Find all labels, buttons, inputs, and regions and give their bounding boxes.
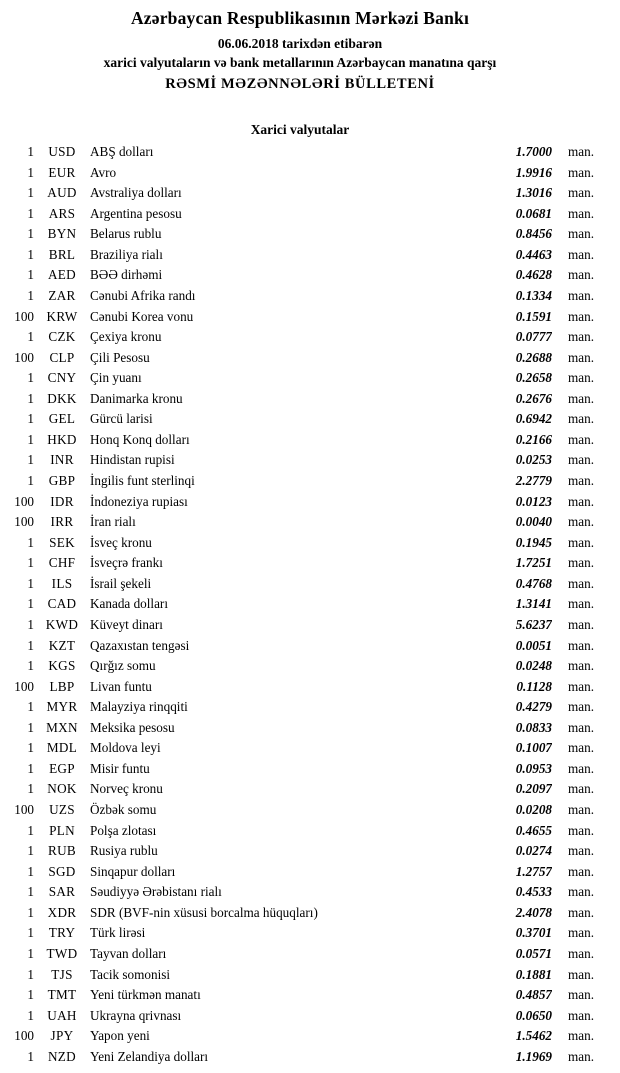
currency-quantity: 1 (27, 431, 34, 447)
currency-name: Sinqapur dolları (90, 863, 176, 879)
currency-name: Braziliya rialı (90, 246, 163, 262)
bulletin-header (6, 8, 594, 93)
rate-row (6, 1026, 594, 1047)
currency-quantity: 1 (27, 205, 34, 221)
currency-rate: 0.4628 (515, 267, 552, 283)
currency-name: İndoneziya rupiası (90, 493, 188, 509)
bulletin-title: RƏSMİ MƏZƏNNƏLƏRİ BÜLLETENİ (165, 76, 435, 92)
currency-code: NOK (47, 781, 77, 797)
currency-quantity: 100 (14, 678, 34, 694)
currency-rate: 5.6237 (515, 616, 552, 632)
currency-unit: man. (567, 370, 594, 386)
currency-rate: 0.1007 (515, 740, 552, 756)
currency-unit: man. (567, 514, 594, 530)
currency-quantity: 100 (14, 493, 34, 509)
currency-unit: man. (567, 246, 594, 262)
rate-row (6, 409, 594, 430)
currency-rate: 0.0253 (515, 452, 552, 468)
currency-unit: man. (567, 678, 594, 694)
rate-row (6, 615, 594, 636)
currency-unit: man. (567, 411, 594, 427)
currency-unit: man. (567, 575, 594, 591)
currency-name: Gürcü larisi (90, 411, 153, 427)
currency-unit: man. (567, 308, 594, 324)
currency-code: LBP (49, 678, 75, 694)
rate-row (6, 574, 594, 595)
rate-row (6, 348, 594, 369)
rate-row (6, 368, 594, 389)
currency-name: Yeni Zelandiya dolları (90, 1048, 209, 1064)
currency-unit: man. (567, 431, 594, 447)
currency-quantity: 1 (27, 863, 34, 879)
currency-unit: man. (567, 802, 594, 817)
rate-row (6, 821, 594, 842)
currency-rate: 0.3701 (515, 925, 552, 941)
bulletin-subtitle: xarici valyutaların və bank metallarının Azərbaycan manatına qarşı (103, 55, 497, 70)
rate-row (6, 697, 594, 718)
currency-unit: man. (567, 822, 594, 838)
rate-row (6, 183, 594, 204)
currency-name: Argentina pesosu (90, 205, 182, 221)
currency-rate: 1.9916 (515, 164, 552, 180)
rate-row (6, 224, 594, 245)
currency-quantity: 1 (27, 390, 34, 406)
currency-code: BYN (47, 226, 77, 242)
rate-row (6, 800, 594, 821)
currency-quantity: 1 (27, 904, 34, 920)
currency-quantity: 1 (27, 185, 34, 201)
currency-code: CNY (47, 370, 77, 386)
currency-rate: 0.0833 (515, 719, 552, 735)
currency-unit: man. (567, 658, 594, 674)
currency-name: Cənubi Korea vonu (90, 308, 194, 324)
currency-code: HKD (47, 431, 77, 447)
rate-row (6, 492, 594, 513)
currency-name: Hindistan rupisi (90, 452, 175, 468)
currency-unit: man. (567, 945, 594, 961)
currency-rate: 0.4655 (515, 822, 552, 838)
currency-name: Çin yuanı (90, 370, 142, 386)
currency-code: AED (47, 267, 76, 283)
currency-unit: man. (567, 349, 594, 365)
currency-quantity: 1 (27, 616, 34, 632)
currency-quantity: 1 (27, 987, 34, 1003)
currency-rate: 0.1128 (516, 678, 552, 694)
currency-code: JPY (50, 1028, 74, 1044)
currency-quantity: 1 (27, 637, 34, 653)
rate-row (6, 1006, 594, 1027)
currency-name: Tayvan dolları (90, 945, 167, 961)
currency-quantity: 1 (27, 699, 34, 715)
currency-code: CZK (48, 329, 76, 345)
currency-rate: 0.0040 (515, 514, 552, 530)
currency-name: Tacik somonisi (90, 966, 171, 982)
currency-quantity: 1 (27, 1007, 34, 1023)
currency-name: SDR (BVF-nin xüsusi borcalma hüquqları) (90, 904, 318, 920)
currency-unit: man. (567, 473, 594, 488)
currency-code: MDL (46, 740, 78, 756)
currency-quantity: 1 (27, 534, 34, 550)
currency-quantity: 1 (27, 246, 34, 262)
currency-code: DKK (47, 390, 77, 406)
currency-quantity: 1 (27, 884, 34, 900)
rate-row (6, 636, 594, 657)
currency-unit: man. (567, 1007, 594, 1023)
currency-quantity: 1 (27, 164, 34, 180)
currency-code: IRR (50, 514, 74, 530)
currency-code: KWD (45, 616, 79, 632)
currency-name: Polşa zlotası (90, 822, 157, 838)
currency-code: IDR (50, 493, 74, 509)
currency-code: ILS (51, 575, 73, 591)
currency-unit: man. (567, 740, 594, 756)
currency-name: İsrail şekeli (90, 575, 152, 591)
currency-unit: man. (567, 987, 594, 1003)
currency-name: Moldova leyi (90, 740, 161, 756)
currency-unit: man. (567, 1048, 594, 1064)
currency-code: NZD (47, 1048, 76, 1064)
currency-code: MYR (46, 699, 78, 715)
currency-name: Qazaxıstan tengəsi (90, 637, 190, 653)
currency-unit: man. (567, 966, 594, 982)
currency-unit: man. (567, 904, 594, 920)
currency-code: TRY (48, 925, 76, 941)
currency-quantity: 1 (27, 658, 34, 674)
currency-code: RUB (47, 843, 76, 859)
currency-rate: 0.2097 (515, 781, 552, 797)
currency-code: ARS (48, 205, 76, 221)
currency-rate: 0.8456 (515, 226, 552, 242)
rate-row (6, 553, 594, 574)
currency-rate: 0.0681 (515, 205, 552, 221)
currency-quantity: 1 (27, 740, 34, 756)
currency-unit: man. (567, 699, 594, 715)
currency-code: GEL (48, 411, 76, 427)
rate-row (6, 903, 594, 924)
currency-code: CLP (49, 349, 75, 365)
currency-name: Avro (90, 164, 117, 180)
currency-rate: 0.0248 (515, 658, 552, 674)
currency-unit: man. (567, 287, 594, 303)
currency-name: Misir funtu (90, 760, 150, 776)
currency-rate: 0.1881 (515, 966, 552, 982)
currency-code: ZAR (48, 287, 76, 303)
currency-name: Səudiyyə Ərəbistanı rialı (90, 884, 222, 900)
currency-code: CHF (48, 555, 76, 571)
currency-unit: man. (567, 144, 594, 159)
rate-row (6, 923, 594, 944)
currency-quantity: 1 (27, 329, 34, 345)
currency-name: Cənubi Afrika randı (90, 287, 196, 303)
currency-quantity: 1 (27, 1048, 34, 1064)
currency-rate: 0.1591 (515, 308, 552, 324)
currency-unit: man. (567, 493, 594, 509)
currency-quantity: 1 (27, 925, 34, 941)
rate-row (6, 430, 594, 451)
currency-rate: 0.0123 (515, 493, 552, 509)
currency-unit: man. (567, 719, 594, 735)
rate-row (6, 265, 594, 286)
currency-quantity: 1 (27, 945, 34, 961)
currency-code: MXN (46, 719, 78, 735)
currency-rate: 0.0051 (515, 637, 552, 653)
currency-quantity: 100 (14, 514, 34, 530)
currency-quantity: 1 (27, 287, 34, 303)
currency-name: Rusiya rublu (90, 843, 158, 859)
rate-row (6, 163, 594, 184)
currency-code: SGD (48, 863, 76, 879)
currency-rate: 1.2757 (515, 863, 552, 879)
currency-name: Yapon yeni (90, 1028, 150, 1044)
currency-name: İngilis funt sterlinqi (90, 473, 195, 488)
rate-row (6, 142, 594, 163)
currency-code: XDR (47, 904, 77, 920)
rate-row (6, 450, 594, 471)
currency-quantity: 1 (27, 411, 34, 427)
currency-unit: man. (567, 164, 594, 180)
rate-row (6, 327, 594, 348)
currency-rate: 0.2676 (515, 390, 552, 406)
currency-name: Qırğız somu (90, 658, 156, 674)
currency-rate: 0.0650 (515, 1007, 552, 1023)
currency-rate: 0.0208 (515, 802, 552, 817)
bank-name: Azərbaycan Respublikasının Mərkəzi Bankı (130, 8, 470, 28)
currency-unit: man. (567, 1028, 594, 1044)
currency-rate: 0.1945 (515, 534, 552, 550)
currency-name: Ukrayna qrivnası (90, 1007, 182, 1023)
currency-name: Danimarka kronu (90, 390, 183, 406)
currency-name: Özbək somu (90, 802, 157, 817)
rate-row (6, 389, 594, 410)
currency-name: Yeni türkmən manatı (90, 987, 201, 1003)
currency-code: UAH (47, 1007, 77, 1023)
currency-rate: 0.0571 (515, 945, 552, 961)
currency-unit: man. (567, 185, 594, 201)
rate-row (6, 677, 594, 698)
currency-code: UZS (49, 802, 75, 817)
rate-row (6, 882, 594, 903)
currency-code: GBP (48, 473, 76, 488)
rate-row (6, 286, 594, 307)
rate-row (6, 841, 594, 862)
currency-rate: 1.1969 (515, 1048, 552, 1064)
currency-unit: man. (567, 596, 594, 612)
currency-rate: 0.1334 (515, 287, 552, 303)
currency-unit: man. (567, 226, 594, 242)
currency-code: KGS (48, 658, 76, 674)
currency-code: SEK (49, 534, 75, 550)
rate-row (6, 738, 594, 759)
currency-quantity: 1 (27, 575, 34, 591)
rate-row (6, 1047, 594, 1068)
currency-rate: 1.3141 (515, 596, 552, 612)
currency-rate: 0.0953 (515, 760, 552, 776)
rate-row (6, 779, 594, 800)
currency-quantity: 1 (27, 822, 34, 838)
currency-quantity: 1 (27, 843, 34, 859)
rate-row (6, 533, 594, 554)
currency-name: Meksika pesosu (90, 719, 175, 735)
currency-unit: man. (567, 616, 594, 632)
rate-row (6, 594, 594, 615)
currency-unit: man. (567, 534, 594, 550)
currency-quantity: 1 (27, 473, 34, 488)
currency-rate: 0.4533 (515, 884, 552, 900)
currency-rate: 0.4857 (515, 987, 552, 1003)
currency-quantity: 1 (27, 267, 34, 283)
currency-quantity: 100 (14, 1028, 34, 1044)
currency-name: Çili Pesosu (90, 349, 150, 365)
currency-rate: 2.2779 (515, 473, 552, 488)
currency-code: KZT (48, 637, 76, 653)
currency-rate: 1.5462 (515, 1028, 552, 1044)
currency-unit: man. (567, 205, 594, 221)
currency-unit: man. (567, 390, 594, 406)
currency-unit: man. (567, 329, 594, 345)
currency-code: BRL (48, 246, 76, 262)
currency-quantity: 1 (27, 370, 34, 386)
currency-rate: 1.3016 (515, 185, 552, 201)
currency-rate: 0.4463 (515, 246, 552, 262)
currency-unit: man. (567, 863, 594, 879)
currency-rate: 2.4078 (515, 904, 552, 920)
rate-row (6, 656, 594, 677)
currency-rate: 0.2658 (515, 370, 552, 386)
currency-rate: 1.7000 (515, 144, 552, 159)
currency-unit: man. (567, 843, 594, 859)
rate-row (6, 307, 594, 328)
currency-name: Belarus rublu (90, 226, 162, 242)
currency-unit: man. (567, 637, 594, 653)
currency-rate: 0.4279 (515, 699, 552, 715)
currency-name: Honq Konq dolları (90, 431, 190, 447)
effective-date: 06.06.2018 tarixdən etibarən (217, 36, 383, 51)
rates-table-body (6, 142, 594, 1067)
currency-code: CAD (47, 596, 77, 612)
rate-row (6, 985, 594, 1006)
currency-code: TJS (51, 966, 73, 982)
currency-code: TWD (46, 945, 78, 961)
currency-rate: 0.4768 (515, 575, 552, 591)
currency-name: Norveç kronu (90, 781, 163, 797)
rate-row (6, 944, 594, 965)
currency-code: EUR (48, 164, 76, 180)
currency-rate: 1.7251 (515, 555, 552, 571)
currency-quantity: 1 (27, 144, 34, 159)
currency-unit: man. (567, 452, 594, 468)
currency-code: USD (48, 144, 76, 159)
rate-row (6, 245, 594, 266)
currency-quantity: 1 (27, 760, 34, 776)
currency-quantity: 1 (27, 226, 34, 242)
currency-code: KRW (46, 308, 78, 324)
currency-quantity: 1 (27, 966, 34, 982)
currency-unit: man. (567, 555, 594, 571)
currency-quantity: 1 (27, 719, 34, 735)
currency-unit: man. (567, 884, 594, 900)
currency-code: AUD (47, 185, 77, 201)
currency-unit: man. (567, 781, 594, 797)
currency-quantity: 100 (14, 349, 34, 365)
currency-name: Küveyt dinarı (90, 616, 163, 632)
rate-row (6, 512, 594, 533)
currency-quantity: 1 (27, 452, 34, 468)
currency-name: Avstraliya dolları (90, 185, 182, 201)
currency-name: ABŞ dolları (90, 144, 154, 159)
currency-rate: 0.0274 (515, 843, 552, 859)
currency-name: İsveçrə frankı (90, 555, 163, 571)
currency-name: Livan funtu (90, 678, 152, 694)
currency-rate: 0.2688 (515, 349, 552, 365)
currency-code: TMT (47, 987, 77, 1003)
currency-quantity: 100 (14, 308, 34, 324)
currency-code: SAR (48, 884, 76, 900)
currency-quantity: 1 (27, 781, 34, 797)
section-title-foreign-currencies: Xarici valyutalar (250, 122, 350, 137)
exchange-rates-table (6, 142, 594, 1067)
currency-name: İsveç kronu (90, 534, 152, 550)
currency-name: Malayziya rinqqiti (90, 699, 188, 715)
currency-code: EGP (49, 760, 75, 776)
currency-name: İran rialı (90, 514, 136, 530)
currency-code: PLN (49, 822, 75, 838)
currency-name: Çexiya kronu (90, 329, 162, 345)
currency-quantity: 100 (14, 802, 34, 817)
rate-row (6, 204, 594, 225)
rate-row (6, 471, 594, 492)
rate-row (6, 759, 594, 780)
currency-quantity: 1 (27, 555, 34, 571)
currency-unit: man. (567, 267, 594, 283)
currency-name: BƏƏ dirhəmi (90, 267, 163, 283)
currency-unit: man. (567, 925, 594, 941)
rate-row (6, 965, 594, 986)
rate-row (6, 862, 594, 883)
currency-rate: 0.2166 (515, 431, 552, 447)
currency-rate: 0.6942 (515, 411, 552, 427)
currency-rate: 0.0777 (515, 329, 552, 345)
currency-unit: man. (567, 760, 594, 776)
currency-name: Kanada dolları (90, 596, 168, 612)
currency-code: INR (50, 452, 74, 468)
rate-row (6, 718, 594, 739)
currency-name: Türk lirəsi (90, 925, 146, 941)
currency-quantity: 1 (27, 596, 34, 612)
